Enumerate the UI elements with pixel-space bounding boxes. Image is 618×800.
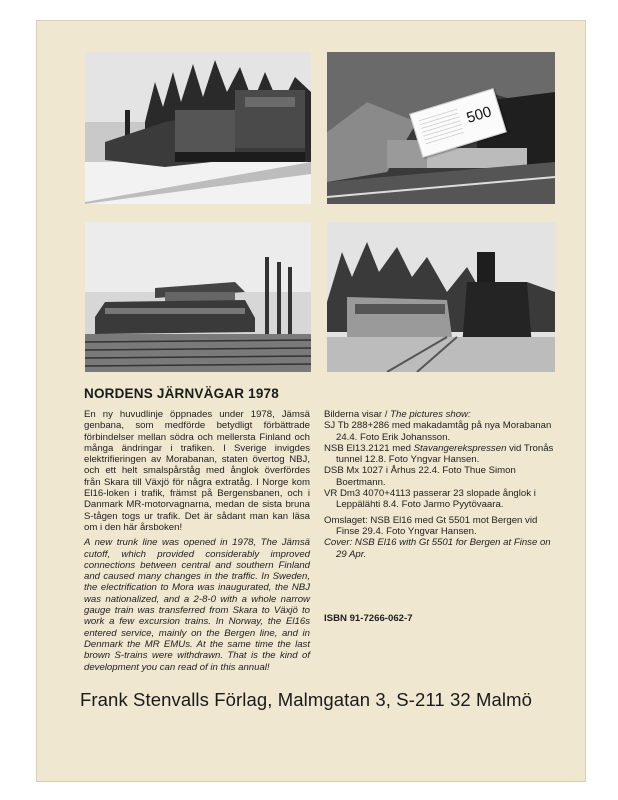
photo-bottom-right <box>327 222 555 372</box>
caption-4 <box>324 488 556 511</box>
cover-caption-en: Cover: NSB El16 with Gt 5501 for Bergen at Finse on 29 Apr. <box>324 537 551 560</box>
captions-heading <box>324 409 556 420</box>
price-sticker-lines <box>419 109 465 147</box>
right-text-column <box>324 409 556 560</box>
caption-3-text: DSB Mx 1027 i Århus 22.4. Foto Thue Simon Boertmann. <box>324 465 516 488</box>
caption-2-text-end: vid Tronås tunnel 12.8. Foto Yngvar Hansen. <box>336 442 554 466</box>
caption-2 <box>324 443 556 466</box>
swedish-paragraph: En ny huvudlinje öppnades under 1978, Jämsä genbana, som medförde betydligt förbättrade förbindelser mellan södra och mellersta Finland och många ändringar i trafiken. I Sverige invigdes elektrifieringen av Morabanan, staten övertog NBJ, och ett helt smalspårståg med ånglok överfördes från Skara till Växjö för några extratåg. I Norge kom El16-loken i trafik, främst på Bergensbanen, och i Danmark MR-motorvagnarna, medan de sista bruna S-tågen togs ur trafik. Det är sådant man kan läsa om i den här årsboken! <box>84 409 310 533</box>
photo-top-left <box>85 52 311 204</box>
photo-bottom-left <box>85 222 311 372</box>
caption-3 <box>324 465 556 488</box>
caption-2-italic: Stavangerekspressen <box>413 442 507 454</box>
caption-1 <box>324 420 556 443</box>
publisher-address: Frank Stenvalls Förlag, Malmgatan 3, S-211 32 Malmö <box>80 689 533 710</box>
price-label: 500 <box>464 103 494 127</box>
caption-4-text: VR Dm3 4070+4113 passerar 23 slopade ånglok i Leppälähti 8.4. Foto Jarmo Pyytövaara. <box>324 488 536 511</box>
isbn: ISBN 91-7266-062-7 <box>324 613 413 624</box>
cover-caption-sv: Omslaget: NSB El16 med Gt 5501 mot Bergen vid Finse 29.4. Foto Yngvar Hansen. <box>324 514 538 537</box>
caption-1-text: SJ Tb 288+286 med makadamtåg på nya Morabanan 24.4. Foto Erik Johansson. <box>324 420 552 443</box>
left-text-column <box>84 409 310 673</box>
captions-heading-en: The pictures show: <box>390 409 471 420</box>
captions-heading-sv: Bilderna visar / <box>324 409 391 420</box>
english-paragraph: A new trunk line was opened in 1978, The Jämsä cutoff, which provided considerably improved connections between central and southern Finland and caused many changes in the traffic. In Sweden, the electrification to Mora was inaugurated, the NBJ was nationalized, and a 2-8-0 with a whole narrow gauge train was transferred from Skara to Växjö to work a few excursion trains. In Norway, the El16s entered service, mainly on the Bergen line, and in Denmark the MR EMUs. At the same time the last brown S-trains were withdrawn. That is the kind of development you can read of in this annual! <box>84 537 310 673</box>
page-title: NORDENS JÄRNVÄGAR 1978 <box>84 386 279 401</box>
caption-2-text: NSB El13.2121 med <box>324 442 414 454</box>
